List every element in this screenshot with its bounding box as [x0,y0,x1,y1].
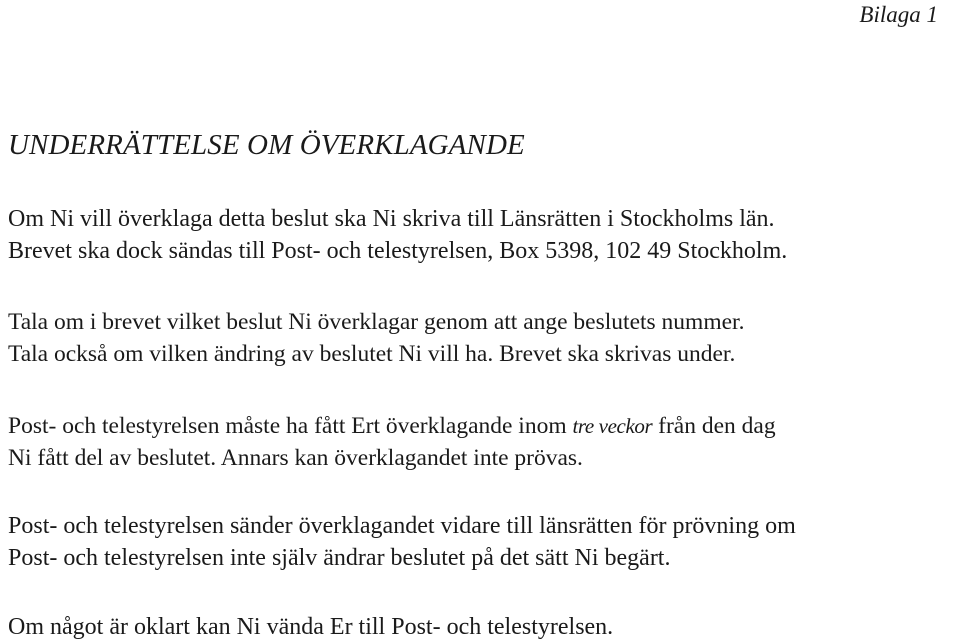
deadline-text-before: Post- och telestyrelsen måste ha fått Ert överklagande inom [8,413,573,439]
paragraph-appeal-forwarding [8,510,796,574]
paragraph-line: Om något är oklart kan Ni vända Er till Post- och telestyrelsen. [8,614,614,640]
paragraph-line: Om Ni vill överklaga detta beslut ska Ni skriva till Länsrätten i Stockholms län. [8,206,775,232]
paragraph-appeal-address [8,203,787,267]
deadline-text-after: från den dag [652,413,776,439]
paragraph-line [8,410,776,442]
paragraph-line: Tala om i brevet vilket beslut Ni överklagar genom att ange beslutets nummer. [8,309,745,335]
paragraph-line: Ni fått del av beslutet. Annars kan överklagandet inte prövas. [8,445,583,471]
document-title: UNDERRÄTTELSE OM ÖVERKLAGANDE [8,129,525,161]
paragraph-line: Tala också om vilken ändring av beslutet Ni vill ha. Brevet ska skrivas under. [8,341,736,367]
paragraph-line: Brevet ska dock sändas till Post- och telestyrelsen, Box 5398, 102 49 Stockholm. [8,238,788,264]
paragraph-line: Post- och telestyrelsen inte själv ändrar beslutet på det sätt Ni begärt. [8,545,671,571]
paragraph-appeal-deadline [8,410,776,474]
deadline-emphasis: tre veckor [572,414,653,438]
paragraph-appeal-content [8,306,744,370]
paragraph-line: Post- och telestyrelsen sänder överklagandet vidare till länsrätten för prövning om [8,513,796,539]
paragraph-contact [8,611,613,643]
appendix-label: Bilaga 1 [859,2,938,27]
